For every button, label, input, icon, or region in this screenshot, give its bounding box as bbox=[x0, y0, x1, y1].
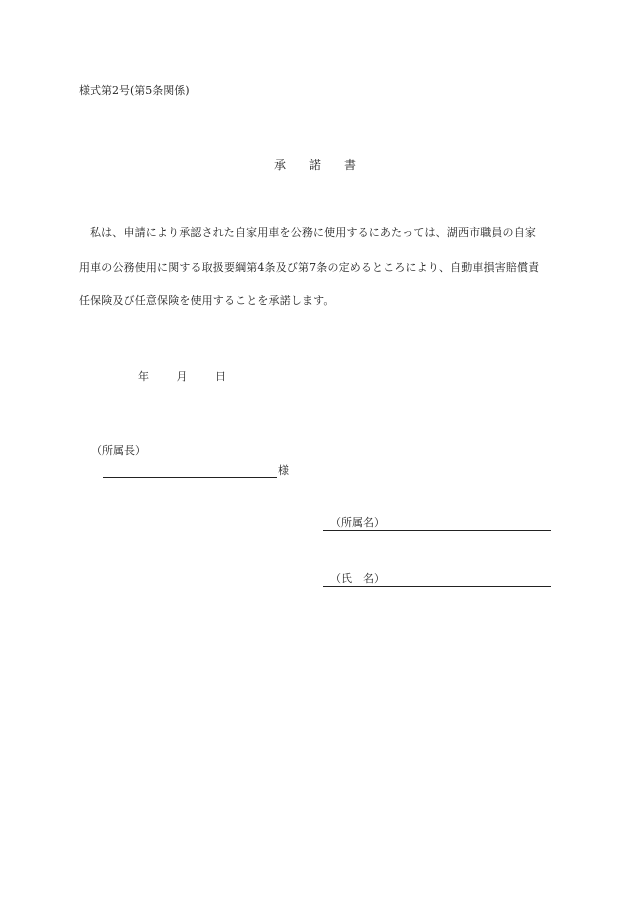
name-label: （氏 名） bbox=[330, 572, 385, 585]
form-number: 様式第2号(第5条関係) bbox=[79, 84, 190, 97]
title-char-3: 書 bbox=[343, 158, 356, 172]
affiliation-label: （所属名） bbox=[330, 516, 385, 529]
affiliation-field[interactable] bbox=[323, 516, 551, 531]
consent-text-line-1: 私は、申請により承認された自家用車を公務に使用するにあたっては、湖西市職員の自家 bbox=[90, 226, 536, 239]
date-row bbox=[138, 368, 226, 384]
date-day-label: 日 bbox=[215, 370, 226, 383]
consent-text-line-2: 用車の公務使用に関する取扱要綱第4条及び第7条の定めるところにより、自動車損害賠償責 bbox=[79, 261, 540, 274]
title-char-1: 承 bbox=[274, 158, 287, 172]
name-field[interactable] bbox=[323, 572, 551, 587]
date-year-label: 年 bbox=[138, 370, 149, 383]
title-char-2: 諾 bbox=[308, 158, 321, 172]
document-title bbox=[220, 156, 410, 173]
date-month-label: 月 bbox=[176, 370, 188, 383]
superior-label: （所属長） bbox=[91, 444, 146, 457]
superior-name-row bbox=[103, 462, 289, 478]
consent-text-line-3: 任保険及び任意保険を使用することを承諾します。 bbox=[79, 294, 335, 307]
superior-name-blank[interactable] bbox=[103, 465, 277, 478]
superior-honorific: 様 bbox=[278, 464, 289, 477]
